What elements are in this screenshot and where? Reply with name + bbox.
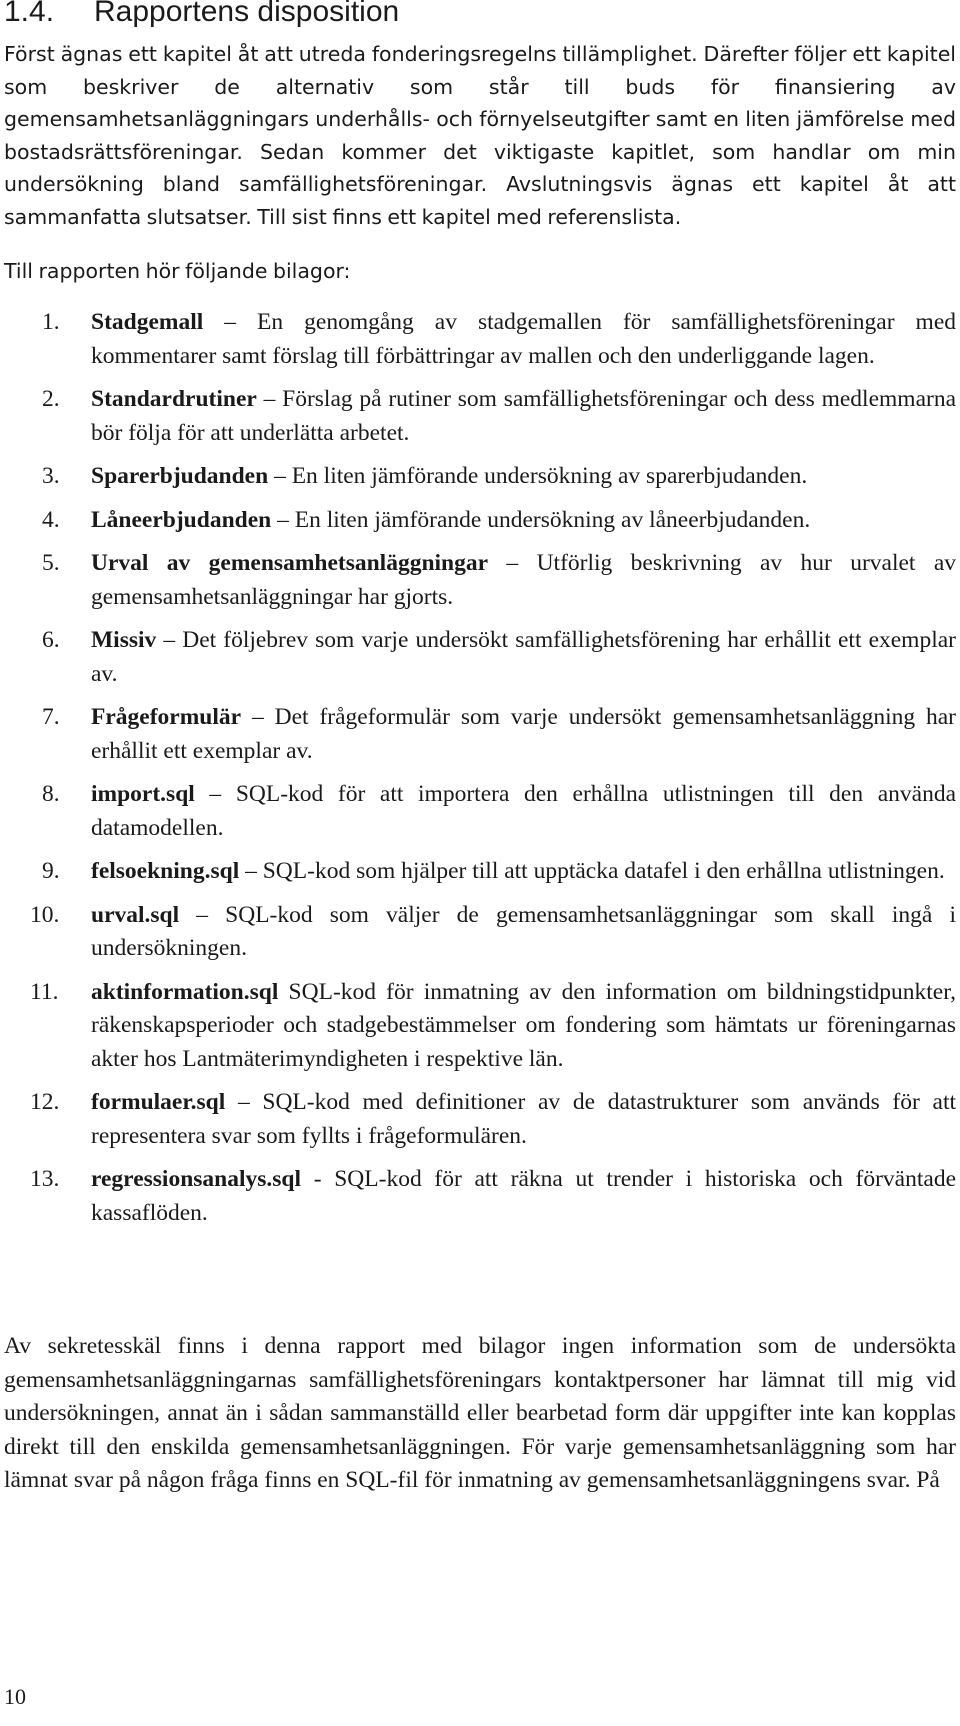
- list-item-separator: –: [256, 386, 283, 412]
- list-item-separator: –: [225, 1089, 263, 1115]
- list-item-title: urval.sql: [91, 901, 180, 928]
- list-item: [0, 306, 956, 373]
- intro-paragraph: Först ägnas ett kapitel åt att utreda fonderingsregelns tillämplighet. Därefter följer ett kapitel som beskriver de alternativ som står till buds för finansiering av gemensamhetsanläggningars underhålls- och förnyelseutgifter samt en liten jämförelse med bostadsrättsföreningar. Sedan kommer det viktigaste kapitlet, som handlar om min undersökning bland samfällighetsföreningar. Avslutningsvis ägnas ett kapitel åt att sammanfatta slutsatser. Till sist finns ett kapitel med referenslista.: [4, 42, 956, 229]
- section-heading: [4, 0, 399, 30]
- list-item-number: 13.: [30, 1166, 60, 1192]
- list-item-separator: –: [268, 463, 292, 489]
- list-item-separator: –: [203, 309, 258, 335]
- list-item: [0, 701, 956, 768]
- list-item-title: import.sql: [91, 781, 195, 807]
- list-item-text: Utförlig beskrivning av hur urvalet av gemensamhetsanläggningar har gjorts.: [91, 550, 957, 610]
- list-item-title: Sparerbjudanden: [91, 463, 269, 489]
- list-item-text: SQL-kod för inmatning av den information om bildningstidpunkter, räkenskapsperioder och stadgebestämmelser om fondering som hämtats ur föreningarnas akter hos Lantmäterimyndigheten i respektive län.: [91, 978, 956, 1072]
- list-item-title: regressionsanalys.sql: [91, 1166, 302, 1192]
- closing-paragraph: Av sekretesskäl finns i denna rapport med bilagor ingen information som de undersökta gemensamhetsanläggningarnas samfällighetsföreningars kontaktpersoner har lämnat till mig vid undersökningen, annat än i sådan sammanställd eller bearbetad form där uppgifter inte kan kopplas direkt till den enskilda gemensamhetsanläggningen. För varje gemensamhetsanläggning som har lämnat svar på någon fråga finns en SQL-fil för inmatning av gemensamhetsanläggningens svar. På: [4, 1333, 956, 1493]
- list-item-number: 5.: [42, 550, 60, 576]
- list-item-text: En liten jämförande undersökning av sparerbjudanden.: [291, 463, 808, 489]
- list-item-number: 2.: [42, 386, 60, 412]
- list-item-text: SQL-kod med definitioner av de datastrukturer som används för att representera svar som fyllts i frågeformulären.: [91, 1089, 957, 1149]
- list-item-title: Urval av gemensamhetsanläggningar: [91, 550, 489, 576]
- list-item-text: SQL-kod för att räkna ut trender i historiska och förväntade kassaflöden.: [91, 1166, 956, 1226]
- list-item-separator: –: [239, 858, 263, 884]
- list-item-separator: [278, 979, 288, 1005]
- list-item-separator: –: [488, 550, 537, 576]
- list-item-text: SQL-kod för att importera den erhållna utlistningen till den använda datamodellen.: [91, 781, 957, 841]
- bilagor-list: [0, 306, 956, 1240]
- list-item-text: SQL-kod som hjälper till att upptäcka datafel i den erhållna utlistningen.: [262, 858, 945, 884]
- list-item: [0, 1086, 956, 1153]
- list-item-separator: –: [156, 627, 183, 653]
- list-item-text: SQL-kod som väljer de gemensamhetsanläggningar som skall ingå i undersökningen.: [91, 901, 956, 961]
- list-item-title: Frågeformulär: [91, 704, 242, 730]
- list-item: [0, 778, 956, 845]
- list-item-title: Standardrutiner: [91, 386, 257, 412]
- list-item: [0, 976, 956, 1077]
- section-number: 1.4.: [4, 0, 55, 28]
- list-item-title: Missiv: [91, 627, 157, 653]
- list-item-number: 9.: [42, 858, 60, 884]
- list-item-number: 10.: [30, 901, 60, 928]
- list-item-text: En genomgång av stadgemallen för samfällighetsföreningar med kommentarer samt förslag till förbättringar av mallen och den underliggande lagen.: [91, 309, 956, 369]
- list-item-number: 4.: [42, 506, 60, 533]
- list-item: [0, 383, 956, 450]
- section-title: Rapportens disposition: [94, 0, 400, 28]
- list-item-text: En liten jämförande undersökning av låneerbjudanden.: [294, 506, 811, 533]
- list-item-number: 7.: [42, 704, 60, 730]
- list-item: [0, 504, 956, 538]
- list-item-text: Förslag på rutiner som samfällighetsföreningar och dess medlemmarna bör följa för att underlätta arbetet.: [91, 386, 957, 446]
- list-item-separator: –: [194, 781, 236, 807]
- list-item-separator: –: [241, 704, 275, 730]
- list-item: [0, 855, 956, 889]
- list-item-text: Det frågeformulär som varje undersökt gemensamhetsanläggning har erhållit ett exemplar av.: [91, 704, 956, 764]
- list-item-title: felsoekning.sql: [91, 858, 240, 884]
- list-item-title: formulaer.sql: [91, 1089, 226, 1115]
- list-item-number: 3.: [42, 463, 60, 489]
- list-item-text: Det följebrev som varje undersökt samfällighetsförening har erhållit ett exemplar av.: [91, 627, 956, 687]
- list-item: [0, 899, 956, 966]
- list-item-number: 12.: [30, 1089, 60, 1115]
- list-item-number: 11.: [30, 978, 59, 1005]
- bilagor-intro: Till rapporten hör följande bilagor:: [4, 259, 351, 283]
- list-item-number: 6.: [42, 627, 60, 653]
- list-item-separator: -: [301, 1166, 335, 1192]
- list-item-title: aktinformation.sql: [91, 978, 279, 1005]
- list-item-number: 1.: [42, 309, 60, 335]
- list-item-title: Låneerbjudanden: [91, 506, 272, 533]
- page-number: 10: [4, 1684, 26, 1709]
- list-item-separator: –: [179, 901, 226, 928]
- list-item: [0, 547, 956, 614]
- list-item: [0, 460, 956, 494]
- list-item-number: 8.: [42, 781, 60, 807]
- list-item: [0, 624, 956, 691]
- list-item: [0, 1163, 956, 1230]
- list-item-separator: –: [271, 506, 295, 533]
- list-item-title: Stadgemall: [91, 309, 204, 335]
